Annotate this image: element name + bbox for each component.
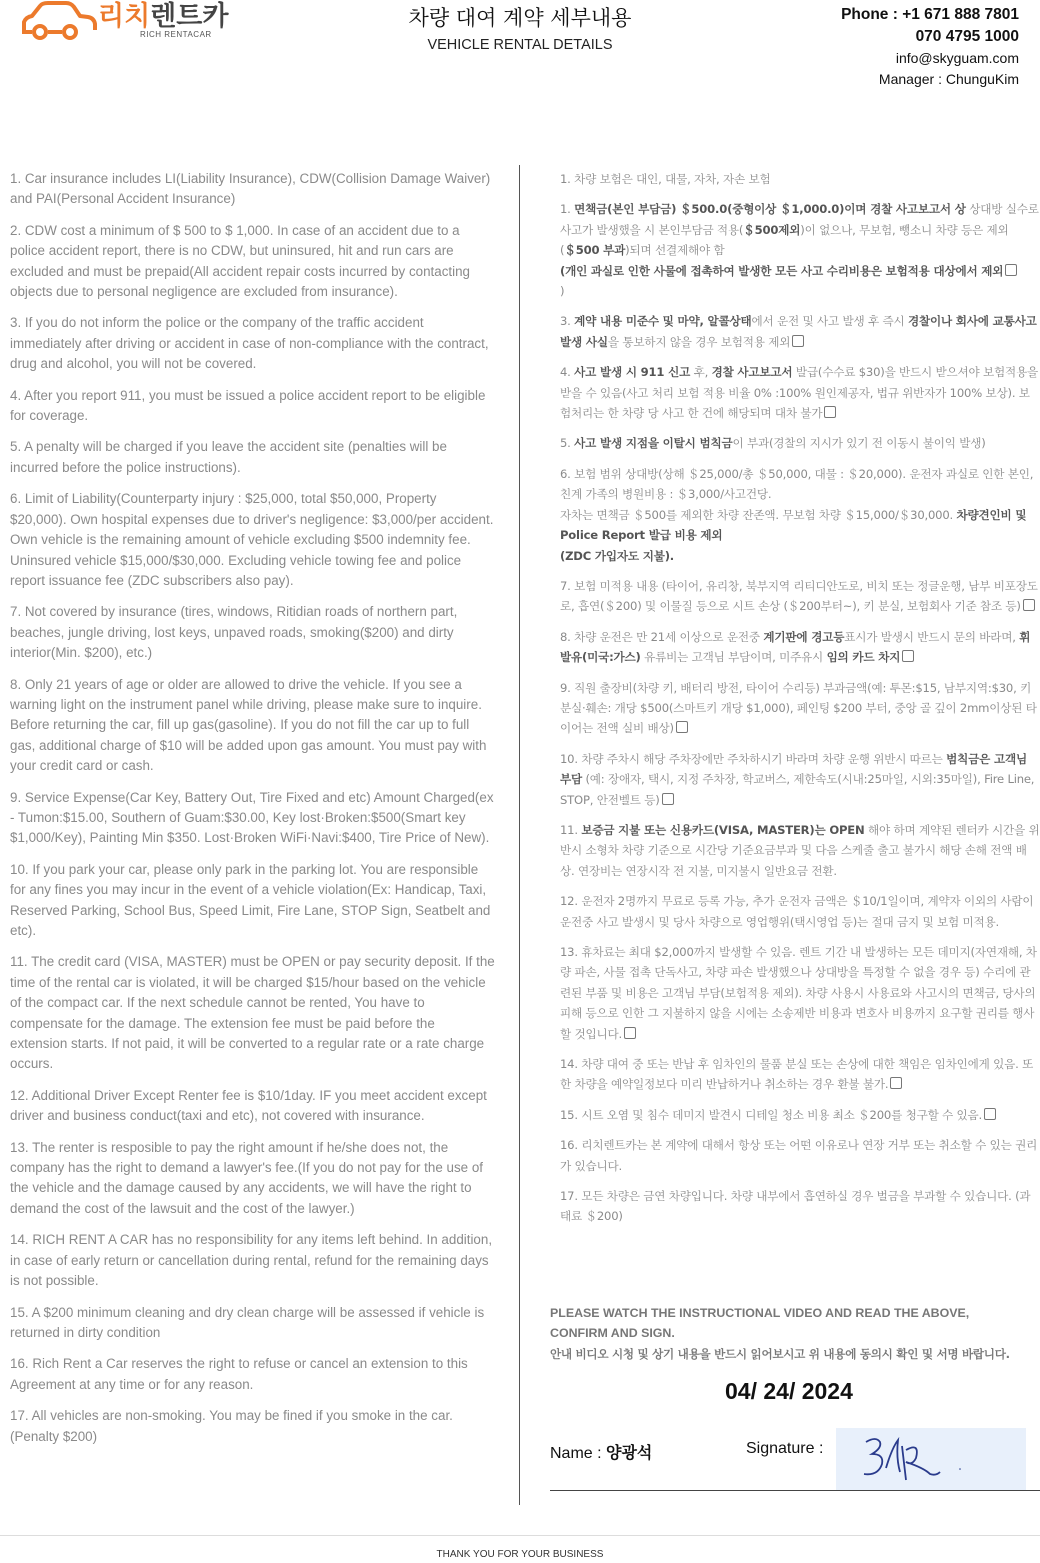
ko-term-1: 1. 면책금(본인 부담금) ＄500.0(중형이상 ＄1,000.0)이며 경찰 사고보고서 상 상대방 실수로 사고가 발생했을 시 본인부담금 적용(＄500제외)이 없으나, 무보험, 뺑소니 차량 등은 제외(＄500 부과)되며 선결제해야 함 (개인 과실로 인한 사물에 접촉하여 발생한 모든 사고 수리비용은 보험적용 대상에서 제외 ) [560,202,1039,299]
ko-term-9: 9. 직원 출장비(차량 키, 배터리 방전, 타이어 수리등) 부과금액(예: 투몬:$15, 남부지역:$30, 키분실·훼손: 개당 $500(스마트키 개당 $1,000), 페인팅 $200 부터, 중앙 골 깊이 2mm이상된 타이어는 전액 실비 배상) [560,680,1037,736]
ko-term-7: 7. 보험 미적용 내용 (타이어, 유리창, 북부지역 리티디안도로, 비치 또는 정글운행, 남부 비포장도로, 흡연(＄200) 및 이물질 등으로 시트 손상 (＄200부터~), 키 분실, 보험회사 기준 참조 등) [560,578,1038,614]
ko-term-5: 5. 사고 발생 지점을 이탈시 범칙금이 부과(경찰의 지시가 있기 전 이동시 불이익 발생) [560,436,986,451]
logo-subtitle: RICH RENTACAR [140,30,212,39]
en-term-8: 8. Only 21 years of age or older are allowed to drive the vehicle. If you see a warning light on the instrument panel while driving, please make sure to inquire. Before returning the car, fill up gas(gasoline). If you do not fill the car up to full gas, additional charge of $10 will be added upon gas amount. You must pay with your credit card or cash. [10,676,487,774]
acknowledge-checkbox-10[interactable] [662,793,674,805]
en-term-12: 12. Additional Driver Except Renter fee is $10/1day. IF you meet accident except driver and business conduct(taxi and etc), not covered with insurance. [10,1087,487,1124]
handwritten-signature [836,1428,1026,1490]
ko-term-3: 3. 계약 내용 미준수 및 마약, 알콜상태에서 운전 및 사고 발생 후 즉시 경찰이나 회사에 교통사고 발생 사실을 통보하지 않을 경우 보험적용 제외 [560,314,1037,349]
ko-term-15: 15. 시트 오염 및 침수 데미지 발견시 디테일 청소 비용 최소 ＄200를 청구할 수 있음. [560,1105,1040,1125]
en-term-11: 11. The credit card (VISA, MASTER) must be OPEN or pay security deposit. If the time of the rental car is violated, it will be charged $15/hour based on the vehicle of the compact car. If the next schedule cannot be rented, You have to compensate for the damage. The extension fee must be paid before the extension starts. If not paid, it will be converted to a regular rate or a rate charge occurs. [10,954,495,1072]
signature-field[interactable] [836,1428,1026,1490]
ko-term-0: 1. 차량 보험은 대인, 대물, 자차, 자손 보험 [560,172,771,186]
acknowledge-checkbox-1[interactable] [1005,264,1017,276]
ko-term-10: 10. 차량 주차시 해당 주차장에만 주차하시기 바라며 차량 운행 위반시 따르는 범칙금은 고객님 부담 (예: 장애자, 택시, 지정 주차장, 학교버스, 제한속도(시내:25마일, 시외:35마일), Fire Line, STOP, 안전벨트 등) [560,751,1035,807]
ko-term-4: 4. 사고 발생 시 911 신고 후, 경찰 사고보고서 발급(수수료 $30)을 반드시 받으셔야 보험적용을 받을 수 있음(사고 처리 보험 적용 비율 0% :100% 원인제공자, 법규 위반자가 100% 보상). 보험처리는 한 차량 당 사고 한 건에 해당되며 대차 불가 [560,365,1039,421]
confirmation-ko: 안내 비디오 시청 및 상기 내용을 반드시 읽어보시고 위 내용에 동의시 확인 및 서명 바랍니다. [550,1346,1010,1361]
acknowledge-checkbox-7[interactable] [1023,599,1035,611]
acknowledge-checkbox-8[interactable] [902,650,914,662]
en-term-17: 17. All vehicles are non-smoking. You may be fined if you smoke in the car. (Penalty $200) [10,1408,453,1444]
contact-info [841,4,1019,90]
ko-term-13: 13. 휴차료는 최대 $2,000까지 발생할 수 있음. 렌트 기간 내 발생하는 모든 데미지(자연재해, 차량 파손, 사물 접촉 단독사고, 차량 파손 발생했으나 상대방을 특정할 수 없을 경우 등) 수리에 관련된 부품 및 비용은 고객님 부담(보험적용 제외). 차량 사용시 사용료와 사고시의 면책금, 당사의 피해 등으로 인한 그 지불하지 않을 시에는 소송제반 비용과 변호사 비용까지 요구할 권리를 행사할 것입니다. [560,945,1037,1041]
logo-text-part2: 렌트카 [150,1,229,32]
phone-primary: Phone : +1 671 888 7801 [841,6,1019,23]
en-term-14: 14. RICH RENT A CAR has no responsibility for any items left behind. In addition, in case of early return or cancellation during rental, refund for the remaining days is not possible. [10,1232,493,1289]
ko-term-11: 11. 보증금 지불 또는 신용카드(VISA, MASTER)는 OPEN 해야 하며 계약된 렌터카 시간을 위반시 소형차 차량 기준으로 시간당 기준요금부과 및 다음 스케줄 출고 불가시 해당 손해 전액 배상. 연장비는 연장시작 전 지불, 미지불시 일반요금 전환. [560,822,1040,878]
en-term-5: 5. A penalty will be charged if you leave the accident site (penalties will be incurred before the police instructions). [10,439,447,475]
footer-text: THANK YOU FOR YOUR BUSINESS [436,1549,604,1560]
ko-term-8: 8. 차량 운전은 만 21세 이상으로 운전중 계기판에 경고등표시가 발생시 반드시 문의 바라며, 휘발유(미국:가스) 유류비는 고객님 부담이며, 미주유시 임의 카드 차지 [560,629,1031,665]
en-term-3: 3. If you do not inform the police or the company of the traffic accident immediately after driving or accident in case of non-compliance with the contract, drug and alcohol, you will not be covered. [10,315,489,372]
en-term-4: 4. After you report 911, you must be issued a police accident report to be eligible for coverage. [10,387,486,424]
korean-terms-column [560,169,1040,1227]
en-term-1: 1. Car insurance includes LI(Liability Insurance), CDW(Collision Damage Waiver) and PAI(Personal Accident Insurance) [10,171,491,207]
en-term-15: 15. A $200 minimum cleaning and dry clean charge will be assessed if vehicle is returned in dirty condition [10,1304,485,1340]
signed-date: 04/ 24/ 2024 [725,1378,853,1404]
en-term-13: 13. The renter is resposible to pay the right amount if he/she does not, the company has the right to demand a lawyer's fee.(If you do not pay for the use of the vehicle and the damage caused by any accidents, we will have the right to demand the cost of the lawsuit and the cost of the lawyer.) [10,1139,483,1216]
acknowledge-checkbox-9[interactable] [676,721,688,733]
name-value[interactable]: 양광석 [606,1443,653,1462]
document-title-korean: 차량 대여 계약 세부내용 [408,6,632,30]
logo-text-part1: 리치 [98,1,151,32]
signature-label: Signature : [746,1440,824,1457]
phone-secondary: 070 4795 1000 [915,28,1019,45]
email-address: info@skyguam.com [895,50,1019,66]
confirmation-note [550,1303,1030,1364]
en-term-16: 16. Rich Rent a Car reserves the right to refuse or cancel an extension to this Agreement at any time or for any reason. [10,1356,468,1392]
footer-divider [0,1535,1040,1536]
ko-term-14: 14. 차량 대여 중 또는 반납 후 임차인의 물품 분실 또는 손상에 대한 책임은 임차인에게 있음. 또한 차량을 예약일정보다 미리 반납하거나 취소하는 경우 환불 불가. [560,1057,1034,1092]
signature-underline [550,1490,1040,1491]
acknowledge-checkbox-14[interactable] [890,1077,902,1089]
manager-name: Manager : ChunguKim [878,71,1019,87]
ko-term-17: 17. 모든 차량은 금연 차량입니다. 차량 내부에서 흡연하실 경우 벌금을 부과할 수 있습니다. (과태료 ＄200) [560,1189,1031,1224]
name-label: Name : [550,1445,607,1462]
confirmation-en-line1: PLEASE WATCH THE INSTRUCTIONAL VIDEO AND READ THE ABOVE, [550,1306,970,1320]
acknowledge-checkbox-15[interactable] [984,1108,996,1120]
column-divider [519,165,520,1505]
ko-term-6: 6. 보험 범위 상대방(상해 ＄25,000/총 ＄50,000, 대물 : ＄20,000). 운전자 과실로 인한 본인, 친계 가족의 병원비용 : ＄3,000/사고건당. 자차는 면책금 ＄500를 제외한 차량 잔존액. 무보험 차량 ＄15,000/＄30,000. 차량견인비 및 Police Report 발급 비용 제외 (ZDC 가입자도 지불). [560,466,1034,563]
en-term-10: 10. If you park your car, please only park in the parking lot. You are responsible for any fines you may incur in the event of a vehicle violation(Ex: Handicap, Taxi, Reserved Parking, School Bus, Speed Limit, Fire Lane, STOP Sign, Seatbelt and etc). [10,861,491,938]
acknowledge-checkbox-13[interactable] [624,1027,636,1039]
document-title-english: VEHICLE RENTAL DETAILS [427,37,613,53]
confirmation-en-line2: CONFIRM AND SIGN. [550,1326,675,1341]
en-term-7: 7. Not covered by insurance (tires, windows, Ritidian roads of northern part, beaches, jungle driving, lost keys, unpaved roads, smoking($200) and dirty interior(Min. $200), etc.) [10,604,458,661]
en-term-2: 2. CDW cost a minimum of $ 500 to $ 1,000. In case of an accident due to a police accident report, there is no CDW, but uninsured, hit and run cars are excluded and must be prepaid(All accident repair costs incurred by contacting objects due to personal negligence are excluded from insurance). [10,222,470,300]
acknowledge-checkbox-4[interactable] [824,406,836,418]
ko-term-16: 16. 리치렌트카는 본 계약에 대해서 항상 또는 어떤 이유로나 연장 거부 또는 취소할 수 있는 권리가 있습니다. [560,1138,1038,1173]
acknowledge-checkbox-3[interactable] [792,335,804,347]
en-term-9: 9. Service Expense(Car Key, Battery Out, Tire Fixed and etc) Amount Charged(ex - Tumon:$15.00, Southern of Guam:$30.00, Key lost·Broken:$500(Smart key $1,000/Key), Painting Min $350. Lost·Broken WiFi·Navi:$400, Tire Price of New). [10,789,494,846]
en-term-6: 6. Limit of Liability(Counterparty injury : $25,000, total $50,000, Property $20,000). Own hospital expenses due to driver's negligence: $3,000/per accident. Own vehicle is the remaining amount of vehicle excluding $500 indemnity fee. Uninsured vehicle $15,000/$30,000. Excluding vehicle towing fee and police report issuance fee (ZDC subscribers also pay). [10,491,494,588]
renter-name [550,1440,652,1463]
english-terms-column [10,169,495,1447]
ko-term-12: 12. 운전자 2명까지 무료로 등록 가능, 추가 운전자 금액은 ＄10/1일이며, 계약자 이외의 사람이 운전중 사고 발생시 및 당사 차량으로 영업행위(택시영업 등)는 절대 금지 및 보험 미적용. [560,894,1034,929]
